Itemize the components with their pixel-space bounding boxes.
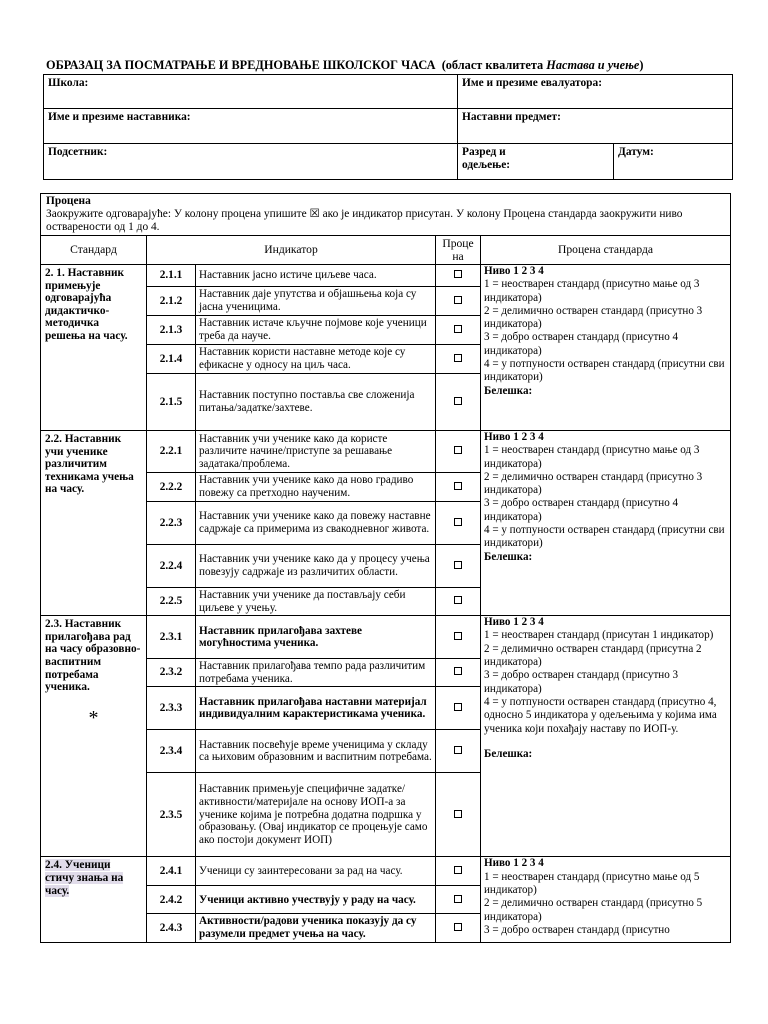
page-title — [46, 58, 746, 73]
indicator-number: 2.1.1 — [147, 265, 196, 287]
indicator-checkbox[interactable] — [436, 857, 481, 886]
indicator-checkbox[interactable] — [436, 588, 481, 616]
table-row — [41, 265, 731, 287]
indicator-text: Наставник учи ученике како да ново градиво повежу са претходно наученим. — [196, 473, 436, 502]
checkbox-icon[interactable] — [454, 270, 462, 278]
instructions-heading: Процена — [46, 195, 91, 207]
level-desc: 1 = неостварен стандард (присутно мање од 3 индикатора) — [484, 444, 700, 470]
col-standard: Стандард — [41, 236, 147, 265]
indicator-number: 2.3.2 — [147, 659, 196, 687]
level-selector[interactable]: Ниво 1 2 3 4 — [484, 431, 544, 443]
indicator-number: 2.4.3 — [147, 914, 196, 942]
indicator-number: 2.4.1 — [147, 857, 196, 886]
grade-field[interactable] — [458, 144, 614, 180]
checkbox-icon[interactable] — [454, 596, 462, 604]
checkbox-icon[interactable] — [454, 667, 462, 675]
date-field[interactable]: Датум: — [614, 144, 733, 180]
checkbox-icon[interactable] — [454, 354, 462, 362]
indicator-number: 2.1.4 — [147, 345, 196, 374]
notes-label: Белешка: — [484, 384, 533, 397]
indicator-checkbox[interactable] — [436, 431, 481, 473]
indicator-text: Ученици су заинтересовани за рад на часу. — [196, 857, 436, 886]
evaluator-field[interactable]: Име и презиме евалуатора: — [458, 75, 733, 109]
instructions — [41, 194, 731, 236]
indicator-text: Наставник примењује специфичне задатке/активности/материјале на основу ИОП-а за ученике којима је потребна додатна подршка у образовању. (Овај индикатор се процењује само ако постоји документ ИОП) — [196, 773, 436, 857]
indicator-number: 2.2.4 — [147, 545, 196, 588]
indicator-text: Наставник поступно поставља све сложенија питања/задатке/захтеве. — [196, 374, 436, 431]
standard-2-1-assessment — [481, 265, 731, 431]
indicator-text: Наставник истаче кључне појмове које ученици треба да науче. — [196, 316, 436, 345]
indicator-checkbox[interactable] — [436, 473, 481, 502]
checkbox-icon[interactable] — [454, 296, 462, 304]
table-row — [41, 616, 731, 659]
standard-2-3-text: 2.3. Наставник прилагођава рад на часу образовно-васпитним потребама ученика. — [45, 618, 141, 694]
checkbox-icon[interactable] — [454, 895, 462, 903]
checkbox-icon[interactable] — [454, 482, 462, 490]
level-desc: 4 = у потпуности остварен стандард (присутно 4, односно 5 индикатора у одељењима у којима има ученика који похађају наставу по ИОП-у. — [484, 695, 717, 735]
indicator-text: Наставник даје упутства и објашњења која су јасна ученицима. — [196, 287, 436, 316]
indicator-number: 2.2.2 — [147, 473, 196, 502]
indicator-text: Наставник учи ученике како да повежу наставне садржаје са примерима из свакодневног живота. — [196, 502, 436, 545]
level-desc: 3 = добро остварен стандард (присутно 4 индикатора) — [484, 331, 679, 357]
title-main: ОБРАЗАЦ ЗА ПОСМАТРАЊЕ И ВРЕДНОВАЊЕ ШКОЛСКОГ ЧАСА — [46, 58, 436, 72]
notes-label: Белешка: — [484, 747, 533, 760]
standard-2-2-assessment — [481, 431, 731, 616]
indicator-checkbox[interactable] — [436, 265, 481, 287]
col-assessment-l2: на — [452, 250, 464, 263]
title-sub-prefix: (област квалитета — [441, 58, 544, 72]
indicator-number: 2.1.3 — [147, 316, 196, 345]
checkbox-icon[interactable] — [454, 325, 462, 333]
level-selector[interactable]: Ниво 1 2 3 4 — [484, 616, 544, 629]
indicator-text: Наставник јасно истиче циљеве часа. — [196, 265, 436, 287]
indicator-text: Наставник учи ученике да постављају себи циљеве у учењу. — [196, 588, 436, 616]
indicator-number: 2.3.4 — [147, 730, 196, 773]
grade-label-1: Разред и — [462, 146, 506, 158]
checkbox-icon[interactable] — [454, 810, 462, 818]
indicator-checkbox[interactable] — [436, 773, 481, 857]
title-sub-italic: Настава и учење — [546, 58, 640, 72]
asterisk-mark: * — [88, 706, 99, 729]
level-desc: 2 = делимично остварен стандард (присутно 3 индикатора) — [484, 304, 703, 331]
indicator-checkbox[interactable] — [436, 659, 481, 687]
level-desc: 3 = добро остварен стандард (присутно 4 индикатора) — [484, 497, 679, 523]
indicator-checkbox[interactable] — [436, 345, 481, 374]
evaluation-table — [40, 193, 731, 943]
level-desc: 4 = у потпуности остварен стандард (присутни сви индикатори) — [484, 358, 725, 384]
indicator-number: 2.1.2 — [147, 287, 196, 316]
level-desc: 2 = делимично остварен стандард (присутно 3 индикатора) — [484, 470, 703, 497]
col-assessment-l1: Проце — [442, 237, 474, 250]
indicator-checkbox[interactable] — [436, 730, 481, 773]
checkbox-icon[interactable] — [454, 703, 462, 711]
standard-2-2-title: 2.2. Наставник учи ученике различитим техникама учења на часу. — [41, 431, 147, 616]
title-sub-suffix: ) — [639, 58, 644, 72]
subject-field[interactable]: Наставни предмет: — [458, 109, 733, 144]
standard-2-4-text: 2.4. Ученици стичу знања на часу. — [45, 859, 124, 897]
indicator-checkbox[interactable] — [436, 687, 481, 730]
indicator-number: 2.1.5 — [147, 374, 196, 431]
checkbox-icon[interactable] — [454, 561, 462, 569]
indicator-text: Наставник учи ученике како да у процесу учења повезују садржаје из различитих области. — [196, 545, 436, 588]
table-row — [41, 857, 731, 886]
standard-2-4-assessment — [481, 857, 731, 942]
indicator-number: 2.4.2 — [147, 886, 196, 914]
level-selector[interactable]: Ниво 1 2 3 4 — [484, 265, 544, 277]
indicator-checkbox[interactable] — [436, 886, 481, 914]
checkbox-icon[interactable] — [454, 632, 462, 640]
standard-2-1-title: 2. 1. Наставник примењује одговарајућа дидактичко-методичка решења на часу. — [41, 265, 147, 431]
col-assessment — [436, 236, 481, 265]
level-desc: 1 = неостварен стандард (присутно мање од 5 индикатор) — [484, 870, 700, 896]
level-desc: 2 = делимично остварен стандард (присутна 2 индикатора) — [484, 642, 702, 669]
indicator-number: 2.3.3 — [147, 687, 196, 730]
level-desc: 1 = неостварен стандард (присутно мање од 3 индикатора) — [484, 278, 700, 304]
indicator-text: Наставник учи ученике како да користе различите начине/приступе за решавање задатака/проблема. — [196, 431, 436, 473]
col-indicator: Индикатор — [147, 236, 436, 265]
table-row — [41, 431, 731, 473]
indicator-text: Наставник прилагођава захтеве могућностима ученика. — [196, 616, 436, 659]
col-standard-assessment: Процена стандарда — [481, 236, 731, 265]
checkbox-icon[interactable] — [454, 446, 462, 454]
indicator-checkbox[interactable] — [436, 616, 481, 659]
standard-2-3-assessment — [481, 616, 731, 857]
level-desc: 1 = неостварен стандард (присутан 1 индикатор) — [484, 629, 714, 642]
notes-label: Белешка: — [484, 550, 533, 563]
checkbox-icon[interactable] — [454, 397, 462, 405]
standard-2-3-title — [41, 616, 147, 857]
school-field[interactable]: Школа: — [44, 75, 458, 109]
checkbox-icon[interactable] — [454, 923, 462, 931]
indicator-number: 2.3.5 — [147, 773, 196, 857]
checkbox-icon[interactable] — [454, 746, 462, 754]
level-desc: 3 = добро остварен стандард (присутно — [484, 923, 670, 936]
checkbox-icon[interactable] — [454, 866, 462, 874]
standard-2-4-title — [41, 857, 147, 942]
instructions-text: Заокружите одговарајуће: У колону процена упишите ☒ ако је индикатор присутан. У колону Процена стандарда заокружити ниво остварености од 1 до 4. — [46, 208, 683, 233]
level-desc: 3 = добро остварен стандард (присутно 3 индикатора) — [484, 669, 679, 695]
indicator-text: Активности/радови ученика показују да су разумели предмет учења на часу. — [196, 914, 436, 942]
indicator-checkbox[interactable] — [436, 502, 481, 545]
indicator-checkbox[interactable] — [436, 316, 481, 345]
indicator-number: 2.3.1 — [147, 616, 196, 659]
indicator-checkbox[interactable] — [436, 545, 481, 588]
teacher-field[interactable]: Име и презиме наставника: — [44, 109, 458, 144]
indicator-checkbox[interactable] — [436, 914, 481, 942]
checkbox-icon[interactable] — [454, 518, 462, 526]
level-selector[interactable]: Ниво 1 2 3 4 — [484, 857, 544, 870]
header-table — [43, 74, 733, 180]
indicator-number: 2.2.5 — [147, 588, 196, 616]
indicator-number: 2.2.1 — [147, 431, 196, 473]
indicator-text: Наставник прилагођава наставни материјал индивидуалним карактеристикама ученика. — [196, 687, 436, 730]
indicator-text: Наставник посвећује време ученицима у складу са њиховим образовним и васпитним потребама. — [196, 730, 436, 773]
indicator-text: Наставник прилагођава темпо рада различитим потребама ученика. — [196, 659, 436, 687]
grade-label-2: одељење: — [462, 158, 511, 171]
level-desc: 2 = делимично остварен стандард (присутно 5 индикатора) — [484, 897, 703, 923]
indicator-text: Ученици активно учествују у раду на часу. — [196, 886, 436, 914]
reminder-field[interactable]: Подсетник: — [44, 144, 458, 180]
indicator-number: 2.2.3 — [147, 502, 196, 545]
indicator-checkbox[interactable] — [436, 287, 481, 316]
indicator-checkbox[interactable] — [436, 374, 481, 431]
indicator-text: Наставник користи наставне методе које су ефикасне у односу на циљ часа. — [196, 345, 436, 374]
level-desc: 4 = у потпуности остварен стандард (присутни сви индикатори) — [484, 524, 725, 550]
